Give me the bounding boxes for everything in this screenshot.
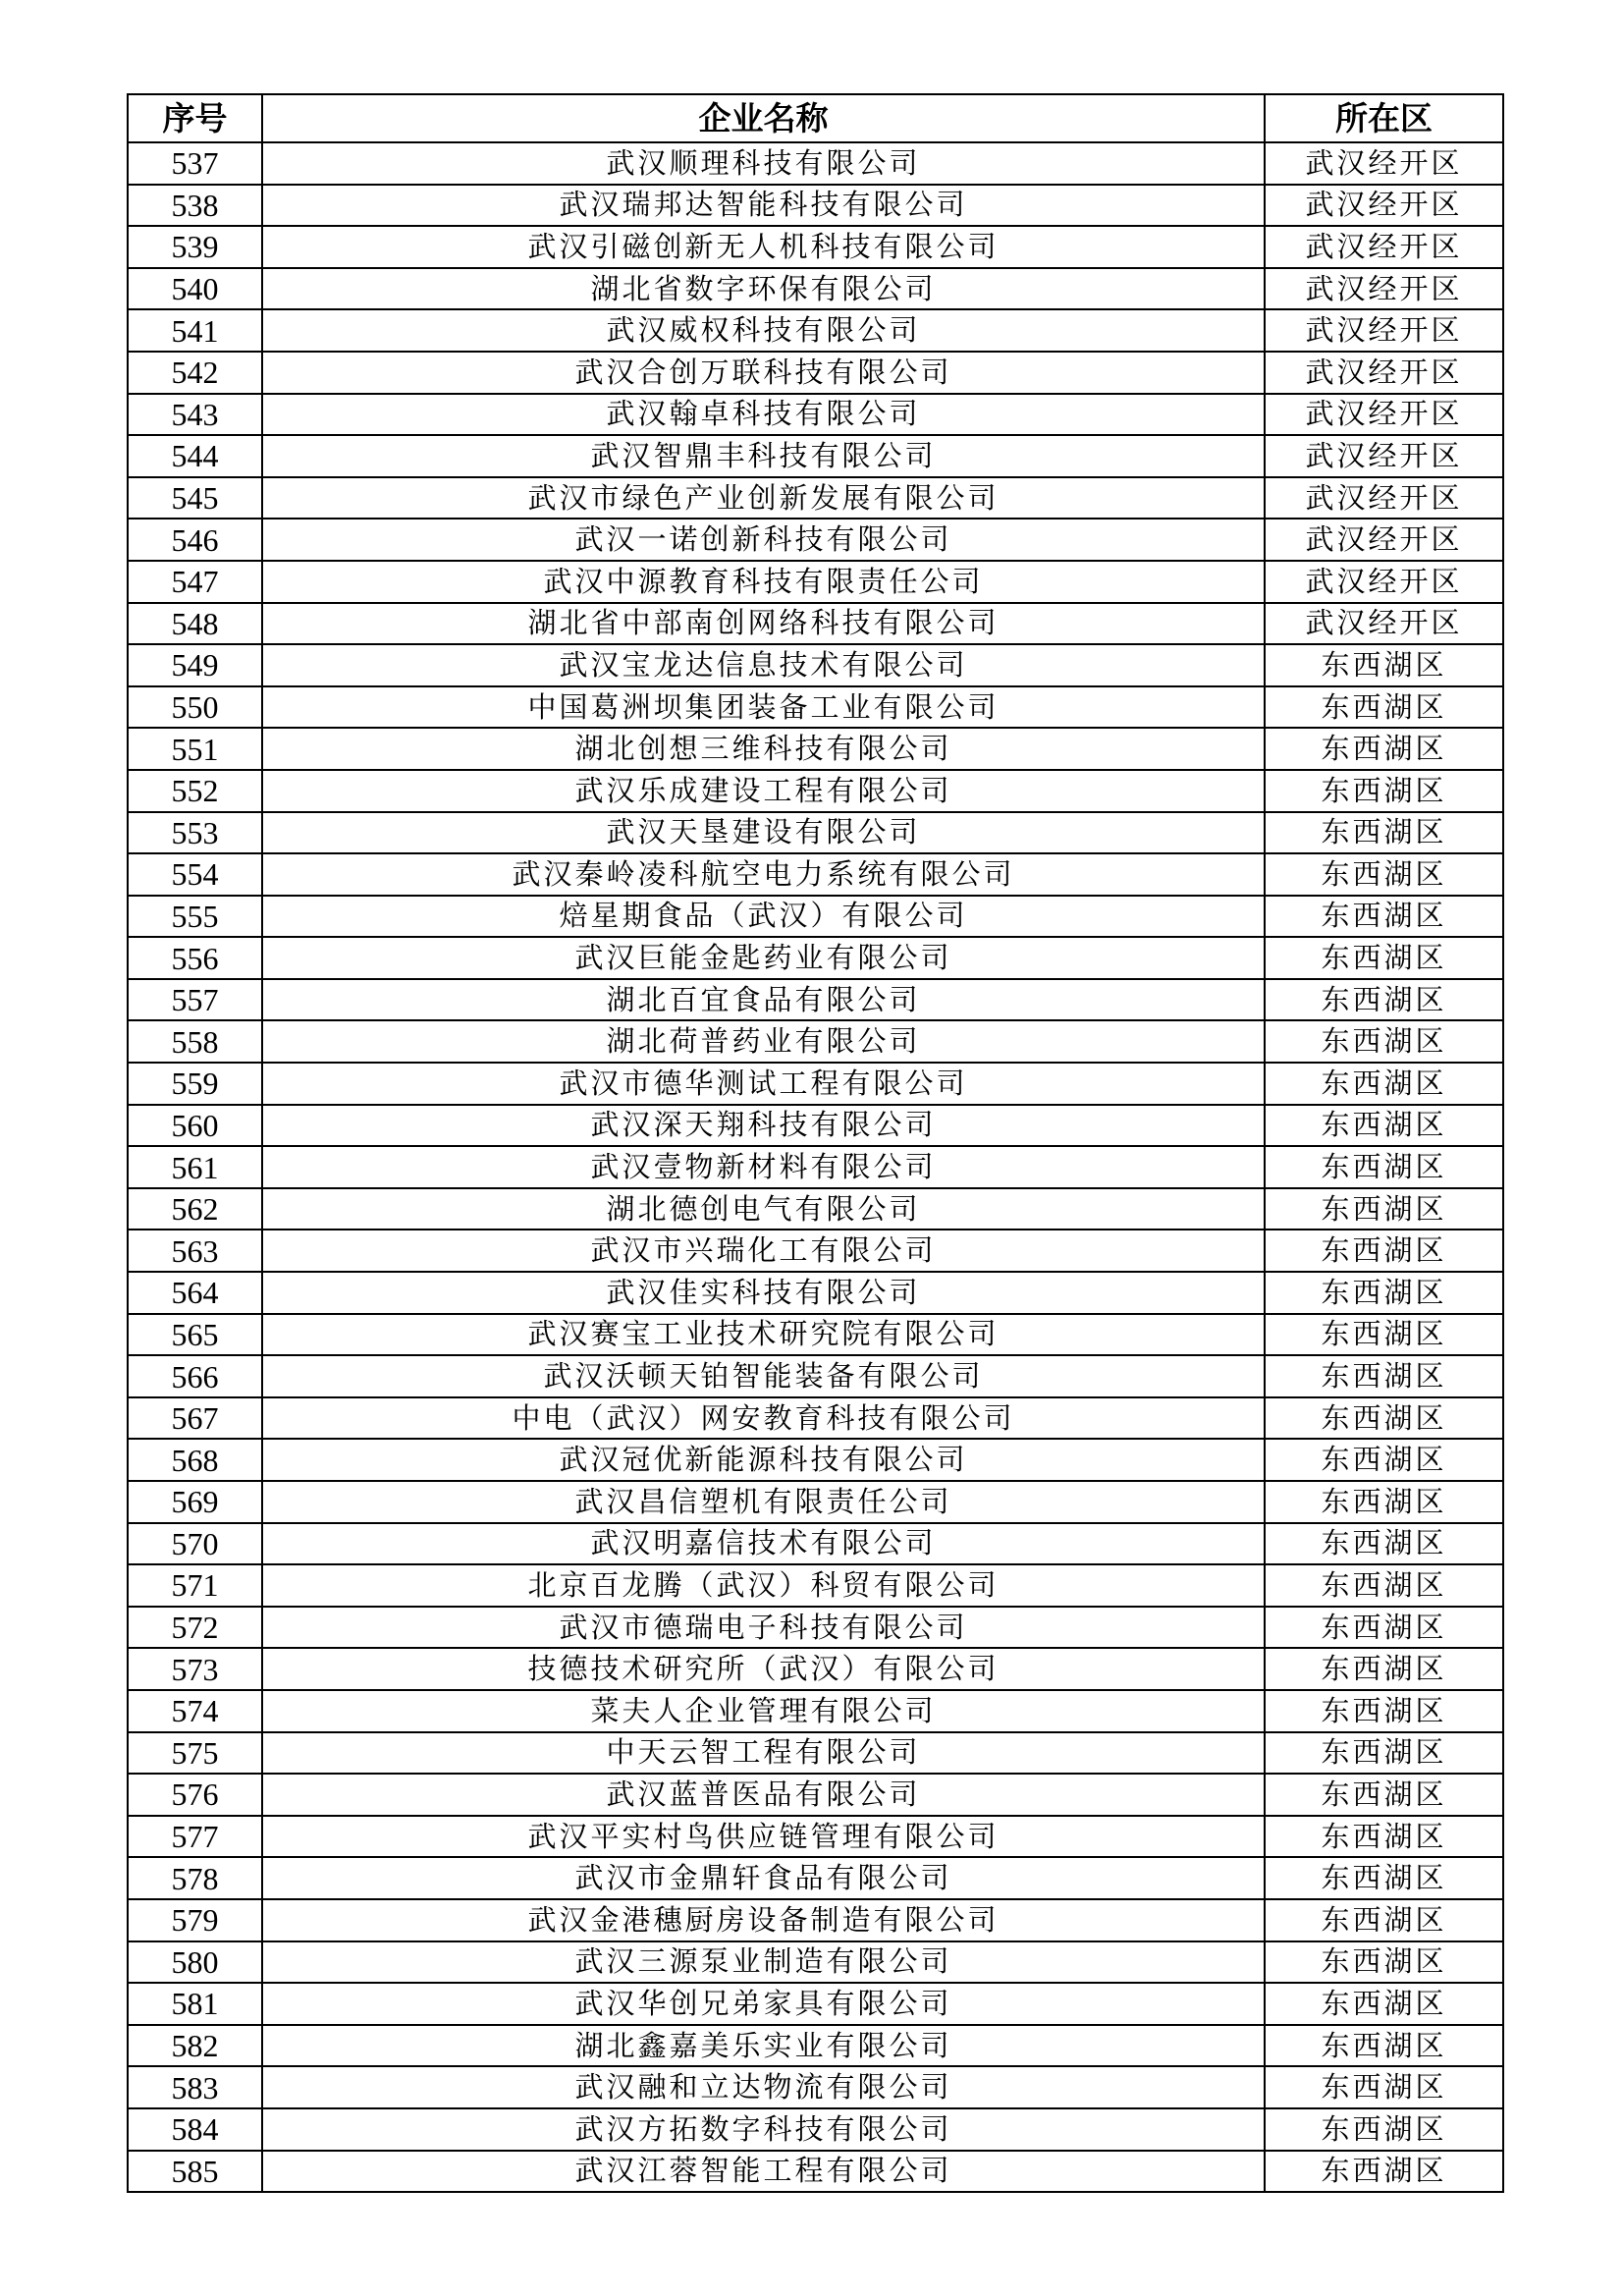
district-cell: 东西湖区 bbox=[1265, 1314, 1503, 1356]
table-row bbox=[128, 1899, 1503, 1941]
serial-number-cell: 559 bbox=[128, 1063, 262, 1105]
serial-number-cell: 553 bbox=[128, 812, 262, 854]
table-row bbox=[128, 686, 1503, 729]
district-cell: 东西湖区 bbox=[1265, 1774, 1503, 1816]
enterprise-name-cell: 武汉威权科技有限公司 bbox=[262, 309, 1265, 352]
district-cell: 东西湖区 bbox=[1265, 728, 1503, 770]
header-district: 所在区 bbox=[1265, 94, 1503, 142]
district-cell: 东西湖区 bbox=[1265, 1899, 1503, 1941]
enterprise-name-cell: 武汉深天翔科技有限公司 bbox=[262, 1105, 1265, 1147]
table-row bbox=[128, 477, 1503, 519]
enterprise-name-cell: 武汉市兴瑞化工有限公司 bbox=[262, 1230, 1265, 1272]
table-row bbox=[128, 561, 1503, 603]
district-cell: 东西湖区 bbox=[1265, 644, 1503, 686]
serial-number-cell: 545 bbox=[128, 477, 262, 519]
enterprise-name-cell: 武汉乐成建设工程有限公司 bbox=[262, 770, 1265, 812]
table-row bbox=[128, 1439, 1503, 1481]
serial-number-cell: 547 bbox=[128, 561, 262, 603]
serial-number-cell: 573 bbox=[128, 1648, 262, 1690]
enterprise-name-cell: 武汉天垦建设有限公司 bbox=[262, 812, 1265, 854]
serial-number-cell: 578 bbox=[128, 1857, 262, 1899]
serial-number-cell: 550 bbox=[128, 686, 262, 729]
district-cell: 武汉经开区 bbox=[1265, 309, 1503, 352]
enterprise-name-cell: 武汉融和立达物流有限公司 bbox=[262, 2066, 1265, 2108]
district-cell: 武汉经开区 bbox=[1265, 603, 1503, 645]
table-row bbox=[128, 394, 1503, 436]
table-row bbox=[128, 1481, 1503, 1523]
district-cell: 武汉经开区 bbox=[1265, 268, 1503, 310]
district-cell: 东西湖区 bbox=[1265, 1564, 1503, 1607]
enterprise-name-cell: 武汉佳实科技有限公司 bbox=[262, 1272, 1265, 1314]
serial-number-cell: 557 bbox=[128, 979, 262, 1021]
district-cell: 东西湖区 bbox=[1265, 686, 1503, 729]
district-cell: 武汉经开区 bbox=[1265, 142, 1503, 185]
table-row bbox=[128, 1523, 1503, 1565]
district-cell: 武汉经开区 bbox=[1265, 435, 1503, 477]
serial-number-cell: 537 bbox=[128, 142, 262, 185]
enterprise-name-cell: 武汉方拓数字科技有限公司 bbox=[262, 2108, 1265, 2151]
table-row bbox=[128, 812, 1503, 854]
serial-number-cell: 543 bbox=[128, 394, 262, 436]
district-cell: 东西湖区 bbox=[1265, 1439, 1503, 1481]
table-row bbox=[128, 1146, 1503, 1188]
serial-number-cell: 576 bbox=[128, 1774, 262, 1816]
table-row bbox=[128, 1188, 1503, 1230]
table-row bbox=[128, 644, 1503, 686]
serial-number-cell: 540 bbox=[128, 268, 262, 310]
district-cell: 东西湖区 bbox=[1265, 2108, 1503, 2151]
district-cell: 东西湖区 bbox=[1265, 1020, 1503, 1063]
serial-number-cell: 575 bbox=[128, 1732, 262, 1775]
table-row bbox=[128, 1690, 1503, 1732]
district-cell: 东西湖区 bbox=[1265, 896, 1503, 938]
table-row bbox=[128, 519, 1503, 561]
enterprise-name-cell: 武汉金港穗厨房设备制造有限公司 bbox=[262, 1899, 1265, 1941]
enterprise-name-cell: 武汉市德瑞电子科技有限公司 bbox=[262, 1607, 1265, 1649]
table-row bbox=[128, 728, 1503, 770]
table-row bbox=[128, 1272, 1503, 1314]
district-cell: 东西湖区 bbox=[1265, 1397, 1503, 1440]
serial-number-cell: 583 bbox=[128, 2066, 262, 2108]
table-row bbox=[128, 1355, 1503, 1397]
enterprise-name-cell: 北京百龙腾（武汉）科贸有限公司 bbox=[262, 1564, 1265, 1607]
serial-number-cell: 572 bbox=[128, 1607, 262, 1649]
district-cell: 东西湖区 bbox=[1265, 1648, 1503, 1690]
enterprise-name-cell: 技德技术研究所（武汉）有限公司 bbox=[262, 1648, 1265, 1690]
table-row bbox=[128, 1607, 1503, 1649]
table-row bbox=[128, 1648, 1503, 1690]
enterprise-name-cell: 湖北省中部南创网络科技有限公司 bbox=[262, 603, 1265, 645]
table-row bbox=[128, 1941, 1503, 1984]
table-row bbox=[128, 352, 1503, 394]
serial-number-cell: 555 bbox=[128, 896, 262, 938]
header-enterprise-name: 企业名称 bbox=[262, 94, 1265, 142]
district-cell: 武汉经开区 bbox=[1265, 226, 1503, 268]
table-row bbox=[128, 2108, 1503, 2151]
enterprise-name-cell: 武汉秦岭凌科航空电力系统有限公司 bbox=[262, 853, 1265, 896]
district-cell: 东西湖区 bbox=[1265, 853, 1503, 896]
serial-number-cell: 552 bbox=[128, 770, 262, 812]
enterprise-name-cell: 武汉巨能金匙药业有限公司 bbox=[262, 937, 1265, 979]
district-cell: 东西湖区 bbox=[1265, 1146, 1503, 1188]
enterprise-name-cell: 菜夫人企业管理有限公司 bbox=[262, 1690, 1265, 1732]
table-row bbox=[128, 1230, 1503, 1272]
enterprise-name-cell: 武汉中源教育科技有限责任公司 bbox=[262, 561, 1265, 603]
enterprise-name-cell: 武汉沃顿天铂智能装备有限公司 bbox=[262, 1355, 1265, 1397]
serial-number-cell: 574 bbox=[128, 1690, 262, 1732]
serial-number-cell: 539 bbox=[128, 226, 262, 268]
table-row bbox=[128, 185, 1503, 227]
serial-number-cell: 554 bbox=[128, 853, 262, 896]
serial-number-cell: 563 bbox=[128, 1230, 262, 1272]
enterprise-list-table bbox=[127, 93, 1504, 2193]
serial-number-cell: 585 bbox=[128, 2151, 262, 2193]
district-cell: 东西湖区 bbox=[1265, 1355, 1503, 1397]
enterprise-name-cell: 湖北省数字环保有限公司 bbox=[262, 268, 1265, 310]
serial-number-cell: 584 bbox=[128, 2108, 262, 2151]
enterprise-name-cell: 焙星期食品（武汉）有限公司 bbox=[262, 896, 1265, 938]
district-cell: 武汉经开区 bbox=[1265, 185, 1503, 227]
table-row bbox=[128, 1314, 1503, 1356]
table-row bbox=[128, 937, 1503, 979]
enterprise-name-cell: 武汉市绿色产业创新发展有限公司 bbox=[262, 477, 1265, 519]
serial-number-cell: 561 bbox=[128, 1146, 262, 1188]
enterprise-name-cell: 武汉三源泵业制造有限公司 bbox=[262, 1941, 1265, 1984]
table-row bbox=[128, 1732, 1503, 1775]
serial-number-cell: 568 bbox=[128, 1439, 262, 1481]
enterprise-name-cell: 中国葛洲坝集团装备工业有限公司 bbox=[262, 686, 1265, 729]
serial-number-cell: 558 bbox=[128, 1020, 262, 1063]
district-cell: 东西湖区 bbox=[1265, 1607, 1503, 1649]
table-row bbox=[128, 309, 1503, 352]
enterprise-name-cell: 武汉市金鼎轩食品有限公司 bbox=[262, 1857, 1265, 1899]
enterprise-name-cell: 武汉市德华测试工程有限公司 bbox=[262, 1063, 1265, 1105]
district-cell: 武汉经开区 bbox=[1265, 561, 1503, 603]
district-cell: 东西湖区 bbox=[1265, 1732, 1503, 1775]
district-cell: 武汉经开区 bbox=[1265, 352, 1503, 394]
enterprise-name-cell: 武汉冠优新能源科技有限公司 bbox=[262, 1439, 1265, 1481]
serial-number-cell: 560 bbox=[128, 1105, 262, 1147]
district-cell: 东西湖区 bbox=[1265, 2151, 1503, 2193]
enterprise-name-cell: 武汉引磁创新无人机科技有限公司 bbox=[262, 226, 1265, 268]
enterprise-name-cell: 湖北德创电气有限公司 bbox=[262, 1188, 1265, 1230]
table-row bbox=[128, 226, 1503, 268]
enterprise-name-cell: 湖北荷普药业有限公司 bbox=[262, 1020, 1265, 1063]
serial-number-cell: 548 bbox=[128, 603, 262, 645]
district-cell: 东西湖区 bbox=[1265, 1523, 1503, 1565]
serial-number-cell: 569 bbox=[128, 1481, 262, 1523]
serial-number-cell: 566 bbox=[128, 1355, 262, 1397]
enterprise-name-cell: 中天云智工程有限公司 bbox=[262, 1732, 1265, 1775]
enterprise-name-cell: 湖北百宜食品有限公司 bbox=[262, 979, 1265, 1021]
serial-number-cell: 581 bbox=[128, 1983, 262, 2025]
serial-number-cell: 556 bbox=[128, 937, 262, 979]
enterprise-name-cell: 武汉平实村鸟供应链管理有限公司 bbox=[262, 1816, 1265, 1858]
serial-number-cell: 577 bbox=[128, 1816, 262, 1858]
district-cell: 东西湖区 bbox=[1265, 1941, 1503, 1984]
table-row bbox=[128, 1857, 1503, 1899]
serial-number-cell: 546 bbox=[128, 519, 262, 561]
district-cell: 东西湖区 bbox=[1265, 1816, 1503, 1858]
serial-number-cell: 565 bbox=[128, 1314, 262, 1356]
table-row bbox=[128, 1397, 1503, 1440]
district-cell: 东西湖区 bbox=[1265, 1983, 1503, 2025]
enterprise-name-cell: 武汉明嘉信技术有限公司 bbox=[262, 1523, 1265, 1565]
district-cell: 东西湖区 bbox=[1265, 1230, 1503, 1272]
table-row bbox=[128, 1564, 1503, 1607]
table-row bbox=[128, 979, 1503, 1021]
table-row bbox=[128, 2025, 1503, 2067]
district-cell: 东西湖区 bbox=[1265, 2066, 1503, 2108]
serial-number-cell: 544 bbox=[128, 435, 262, 477]
serial-number-cell: 562 bbox=[128, 1188, 262, 1230]
enterprise-name-cell: 武汉合创万联科技有限公司 bbox=[262, 352, 1265, 394]
table-row bbox=[128, 1105, 1503, 1147]
district-cell: 东西湖区 bbox=[1265, 2025, 1503, 2067]
enterprise-name-cell: 武汉顺理科技有限公司 bbox=[262, 142, 1265, 185]
table-row bbox=[128, 435, 1503, 477]
serial-number-cell: 570 bbox=[128, 1523, 262, 1565]
table-row bbox=[128, 1816, 1503, 1858]
serial-number-cell: 579 bbox=[128, 1899, 262, 1941]
table-row bbox=[128, 1020, 1503, 1063]
enterprise-name-cell: 武汉壹物新材料有限公司 bbox=[262, 1146, 1265, 1188]
district-cell: 东西湖区 bbox=[1265, 1857, 1503, 1899]
enterprise-name-cell: 武汉一诺创新科技有限公司 bbox=[262, 519, 1265, 561]
table-row bbox=[128, 2066, 1503, 2108]
enterprise-name-cell: 湖北创想三维科技有限公司 bbox=[262, 728, 1265, 770]
table-row bbox=[128, 603, 1503, 645]
enterprise-name-cell: 武汉翰卓科技有限公司 bbox=[262, 394, 1265, 436]
enterprise-name-cell: 湖北鑫嘉美乐实业有限公司 bbox=[262, 2025, 1265, 2067]
table-row bbox=[128, 2151, 1503, 2193]
table-row bbox=[128, 896, 1503, 938]
serial-number-cell: 564 bbox=[128, 1272, 262, 1314]
header-row bbox=[128, 94, 1503, 142]
district-cell: 东西湖区 bbox=[1265, 979, 1503, 1021]
enterprise-name-cell: 武汉华创兄弟家具有限公司 bbox=[262, 1983, 1265, 2025]
district-cell: 东西湖区 bbox=[1265, 1105, 1503, 1147]
district-cell: 东西湖区 bbox=[1265, 812, 1503, 854]
enterprise-name-cell: 武汉昌信塑机有限责任公司 bbox=[262, 1481, 1265, 1523]
serial-number-cell: 571 bbox=[128, 1564, 262, 1607]
table-row bbox=[128, 142, 1503, 185]
district-cell: 东西湖区 bbox=[1265, 1690, 1503, 1732]
district-cell: 东西湖区 bbox=[1265, 770, 1503, 812]
serial-number-cell: 549 bbox=[128, 644, 262, 686]
table-row bbox=[128, 268, 1503, 310]
table-row bbox=[128, 770, 1503, 812]
table-row bbox=[128, 1063, 1503, 1105]
serial-number-cell: 580 bbox=[128, 1941, 262, 1984]
district-cell: 武汉经开区 bbox=[1265, 394, 1503, 436]
district-cell: 东西湖区 bbox=[1265, 1272, 1503, 1314]
serial-number-cell: 582 bbox=[128, 2025, 262, 2067]
table-row bbox=[128, 1774, 1503, 1816]
enterprise-name-cell: 武汉宝龙达信息技术有限公司 bbox=[262, 644, 1265, 686]
district-cell: 东西湖区 bbox=[1265, 1481, 1503, 1523]
enterprise-name-cell: 中电（武汉）网安教育科技有限公司 bbox=[262, 1397, 1265, 1440]
enterprise-name-cell: 武汉智鼎丰科技有限公司 bbox=[262, 435, 1265, 477]
enterprise-name-cell: 武汉赛宝工业技术研究院有限公司 bbox=[262, 1314, 1265, 1356]
enterprise-name-cell: 武汉瑞邦达智能科技有限公司 bbox=[262, 185, 1265, 227]
serial-number-cell: 538 bbox=[128, 185, 262, 227]
district-cell: 武汉经开区 bbox=[1265, 519, 1503, 561]
serial-number-cell: 542 bbox=[128, 352, 262, 394]
enterprise-name-cell: 武汉蓝普医品有限公司 bbox=[262, 1774, 1265, 1816]
serial-number-cell: 567 bbox=[128, 1397, 262, 1440]
district-cell: 东西湖区 bbox=[1265, 937, 1503, 979]
district-cell: 东西湖区 bbox=[1265, 1188, 1503, 1230]
district-cell: 东西湖区 bbox=[1265, 1063, 1503, 1105]
table-row bbox=[128, 1983, 1503, 2025]
district-cell: 武汉经开区 bbox=[1265, 477, 1503, 519]
serial-number-cell: 551 bbox=[128, 728, 262, 770]
enterprise-name-cell: 武汉江蓉智能工程有限公司 bbox=[262, 2151, 1265, 2193]
serial-number-cell: 541 bbox=[128, 309, 262, 352]
header-serial-number: 序号 bbox=[128, 94, 262, 142]
table-row bbox=[128, 853, 1503, 896]
